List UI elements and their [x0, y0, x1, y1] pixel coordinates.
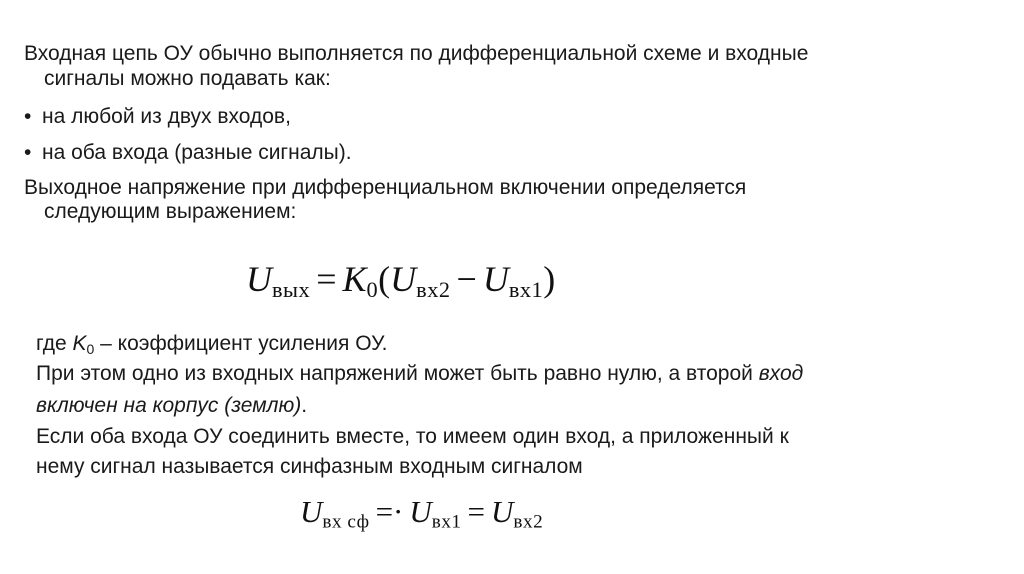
- paragraph-2-line-1: Выходное напряжение при дифференциальном включении определяется: [24, 176, 747, 199]
- formula-output-voltage: $U_{вых} = K_0(U_{вх2} - U_{вх1})$: [246, 259, 556, 303]
- paragraph-4-line-2: включен на корпус (землю).: [36, 394, 308, 417]
- bullet-text: на оба входа (разные сигналы).: [42, 141, 352, 164]
- bullet-item-1: [24, 104, 291, 130]
- paragraph-4-line-1: При этом одно из входных напряжений может быть равно нулю, а второй вход: [36, 362, 804, 385]
- bullet-mark: •: [24, 141, 32, 164]
- bullet-text: на любой из двух входов,: [42, 105, 291, 128]
- bullet-item-2: [24, 140, 352, 166]
- paragraph-5-line-2: нему сигнал называется синфазным входным сигналом: [36, 455, 583, 478]
- bullet-mark: •: [24, 105, 32, 128]
- paragraph-1-line-2: сигналы можно подавать как:: [44, 67, 331, 90]
- paragraph-1-line-1: Входная цепь ОУ обычно выполняется по дифференциальной схеме и входные: [24, 42, 809, 65]
- formula-common-mode-voltage: $U_{вх сф} =\cdot U_{вх1} = U_{вх2}$: [300, 494, 544, 533]
- paragraph-2-line-2: следующим выражением:: [44, 200, 297, 223]
- paragraph-3: где K0 – коэффициент усиления ОУ.: [36, 332, 388, 357]
- paragraph-5-line-1: Если оба входа ОУ соединить вместе, то имеем один вход, а приложенный к: [36, 425, 789, 448]
